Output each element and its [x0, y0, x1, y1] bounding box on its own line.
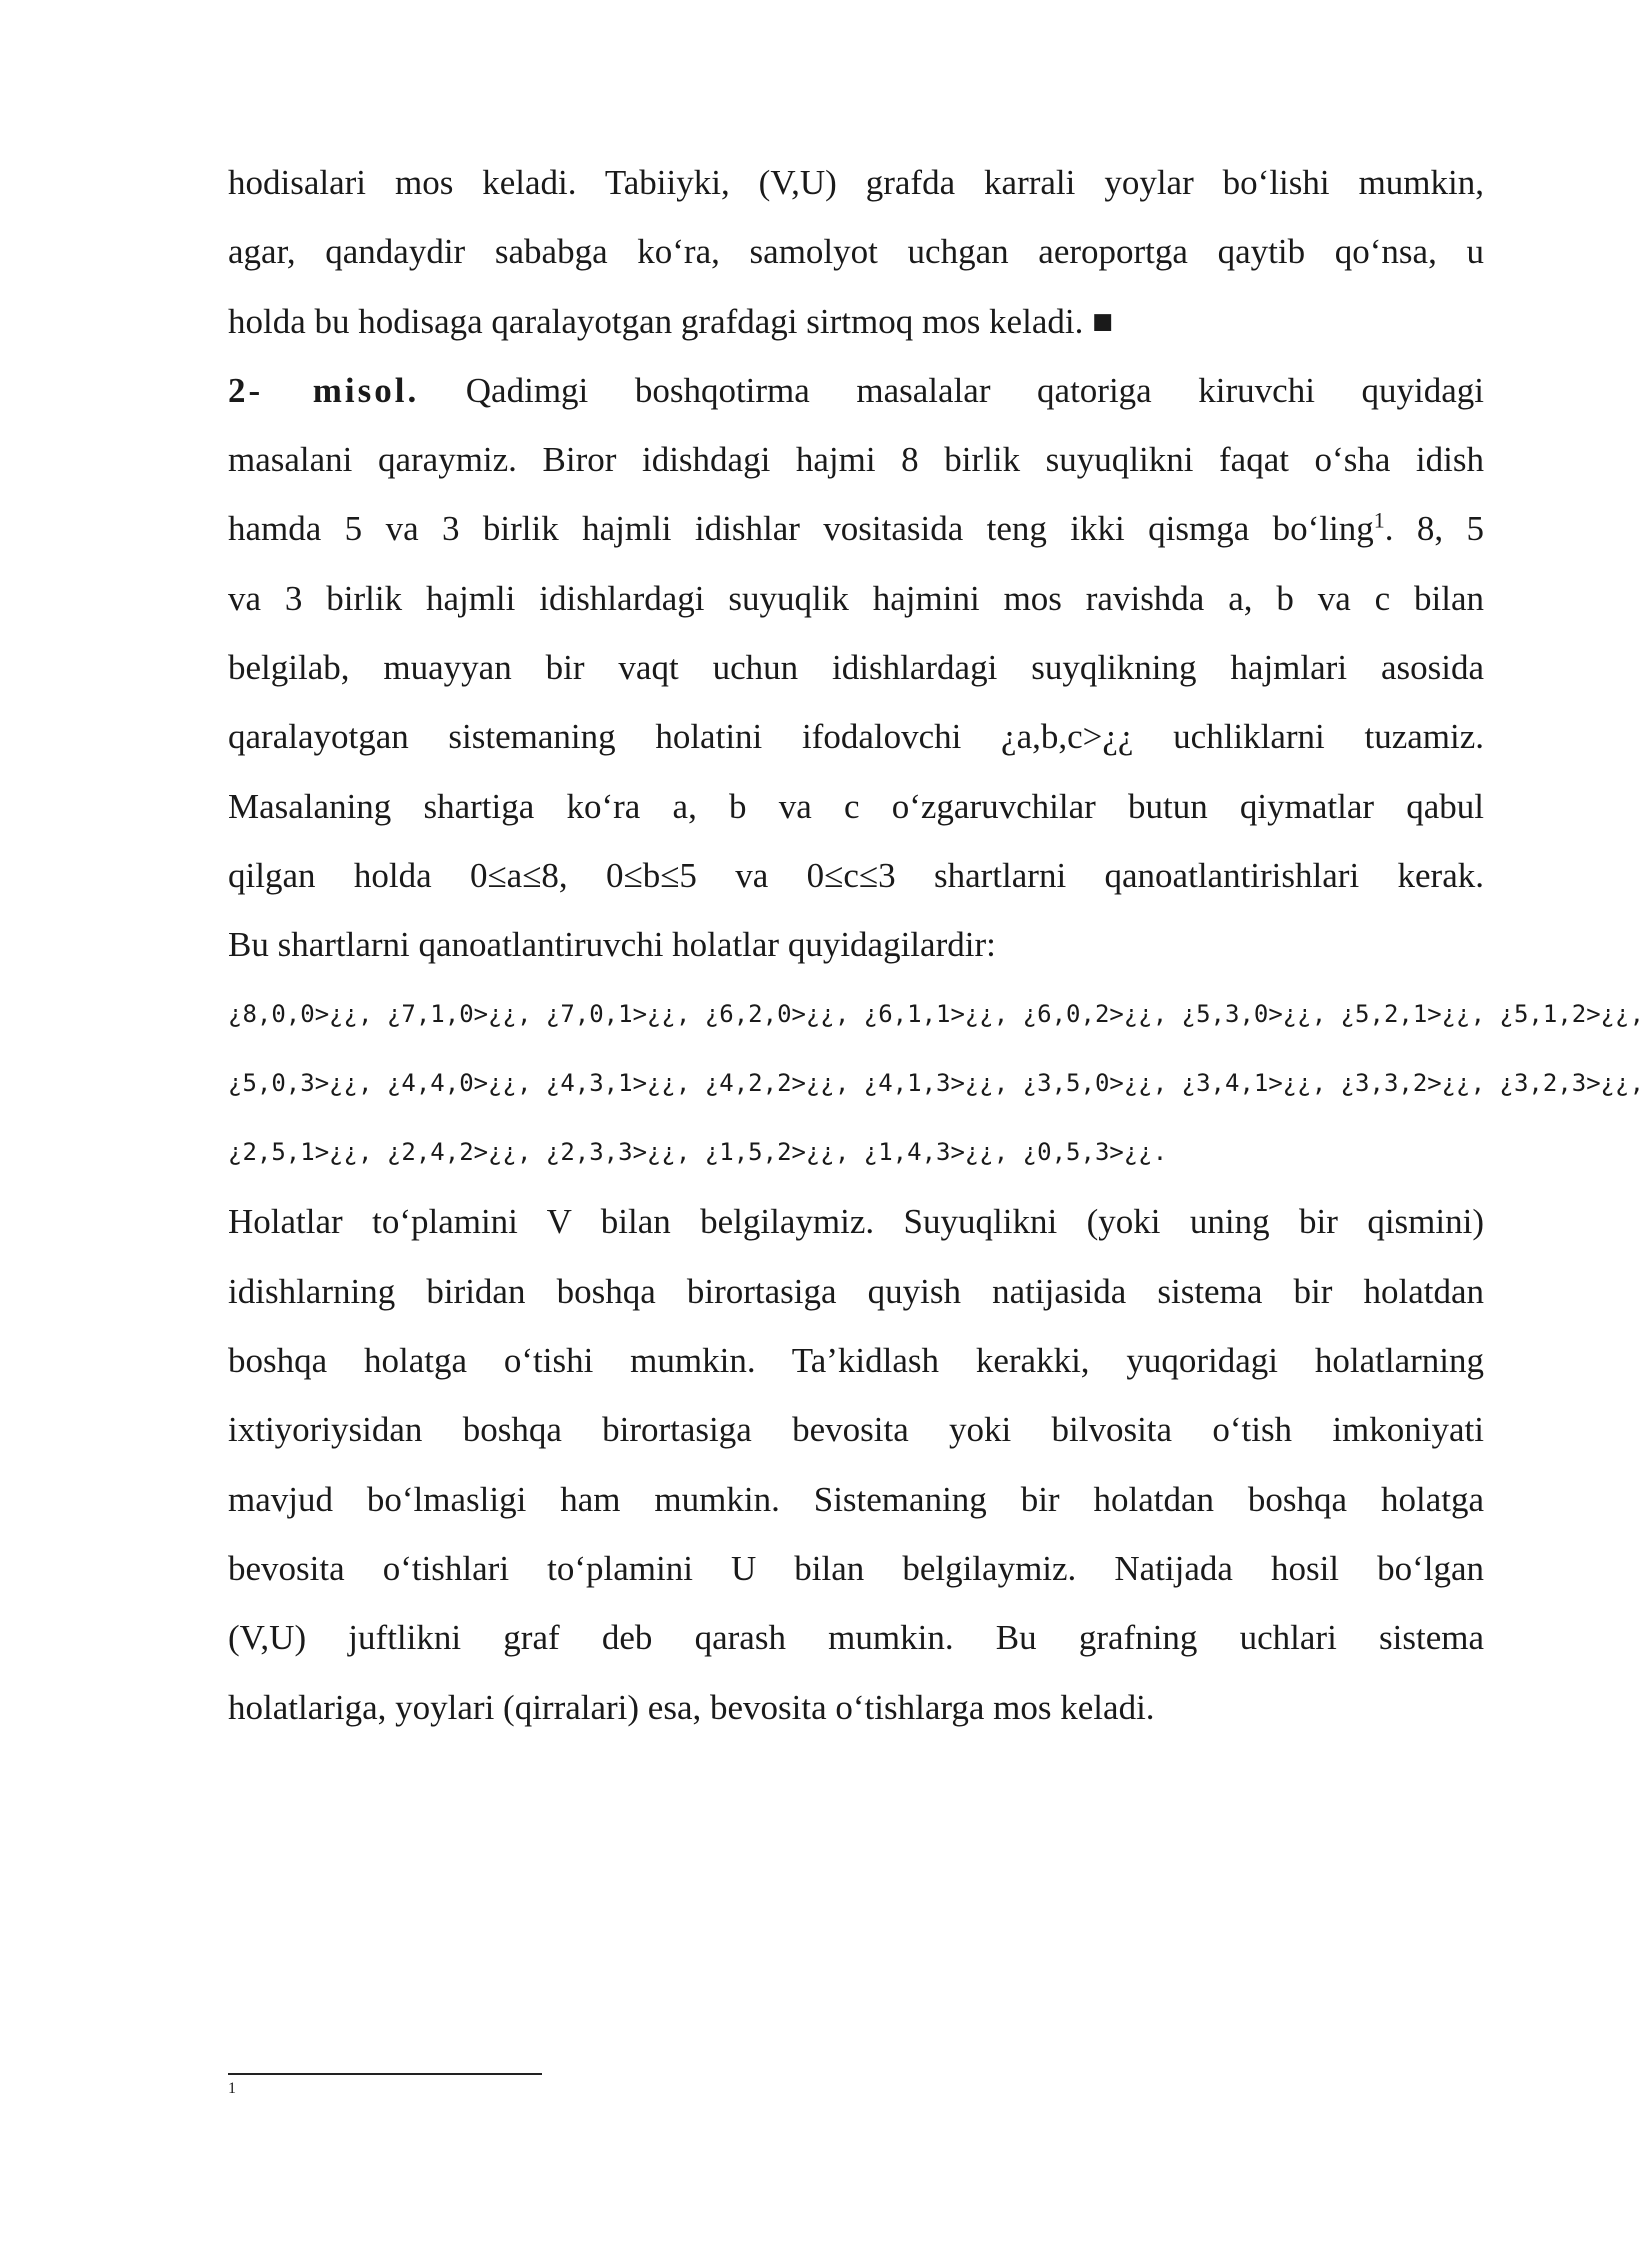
- paragraph-line: hodisalari mos keladi. Tabiiyki, (V,U) grafda karrali yoylar bo‘lishi mumkin,: [228, 163, 1484, 202]
- paragraph-line: holda bu hodisaga qaralayotgan grafdagi sirtmoq mos keladi. ■: [228, 301, 1114, 341]
- paragraph-line: idishlarning biridan boshqa birortasiga quyish natijasida sistema bir holatdan: [228, 1271, 1484, 1311]
- paragraph-line: mavjud bo‘lmasligi ham mumkin. Sistemaning bir holatdan boshqa holatga: [228, 1479, 1484, 1519]
- paragraph-line: hamda 5 va 3 birlik hajmli idishlar vositasida teng ikki qismga bo‘ling$^1$. 8, 5: [228, 507, 1485, 549]
- states-list-line: ¿5,0,3>¿¿, ¿4,4,0>¿¿, ¿4,3,1>¿¿, ¿4,2,2>¿¿, ¿4,1,3>¿¿, ¿3,5,0>¿¿, ¿3,4,1>¿¿, ¿3,3,2>¿¿, ¿3,2,3>¿¿,: [228, 1068, 1644, 1097]
- states-list-line: ¿2,5,1>¿¿, ¿2,4,2>¿¿, ¿2,3,3>¿¿, ¿1,5,2>¿¿, ¿1,4,3>¿¿, ¿0,5,3>¿¿.: [228, 1138, 1168, 1167]
- paragraph-line: ixtiyoriysidan boshqa birortasiga bevosita yoki bilvosita o‘tish imkoniyati: [228, 1410, 1484, 1450]
- paragraph-line: qilgan holda 0≤a≤8, 0≤b≤5 va 0≤c≤3 shartlarni qanoatlantirishlari kerak.: [228, 855, 1484, 895]
- example-first-line: 2- misol. Qadimgi boshqotirma masalalar qatoriga kiruvchi quyidagi: [228, 370, 1484, 410]
- paragraph-line: Holatlar to‘plamini V bilan belgilaymiz. Suyuqlikni (yoki uning bir qismini): [228, 1202, 1484, 1242]
- paragraph-line: holatlariga, yoylari (qirralari) esa, bevosita o‘tishlarga mos keladi.: [228, 1687, 1155, 1727]
- paragraph-line: (V,U) juftlikni graf deb qarash mumkin. Bu grafning uchlari sistema: [228, 1618, 1484, 1658]
- paragraph-line: Bu shartlarni qanoatlantiruvchi holatlar quyidagilardir:: [228, 925, 996, 965]
- paragraph-line: qaralayotgan sistemaning holatini ifodalovchi ¿a,b,c>¿¿ uchliklarni tuzamiz.: [228, 717, 1484, 757]
- states-list-line: ¿8,0,0>¿¿, ¿7,1,0>¿¿, ¿7,0,1>¿¿, ¿6,2,0>¿¿, ¿6,1,1>¿¿, ¿6,0,2>¿¿, ¿5,3,0>¿¿, ¿5,2,1>¿¿, ¿5,1,2>¿¿,: [228, 999, 1644, 1028]
- paragraph-line: boshqa holatga o‘tishi mumkin. Ta’kidlash kerakki, yuqoridagi holatlarning: [228, 1341, 1484, 1381]
- footnote-number: 1: [228, 2080, 236, 2097]
- paragraph-line: masalani qaraymiz. Biror idishdagi hajmi 8 birlik suyuqlikni faqat o‘sha idish: [228, 440, 1484, 480]
- paragraph-line: belgilab, muayyan bir vaqt uchun idishlardagi suyqlikning hajmlari asosida: [228, 648, 1484, 688]
- footnote-separator: [228, 2073, 542, 2075]
- paragraph-line: va 3 birlik hajmli idishlardagi suyuqlik hajmini mos ravishda a, b va c bilan: [228, 578, 1484, 618]
- example-label: 2- misol.: [228, 370, 420, 410]
- footnote-ref[interactable]: 1: [1373, 507, 1385, 533]
- paragraph-line: agar, qandaydir sababga ko‘ra, samolyot uchgan aeroportga qaytib qo‘nsa, u: [228, 232, 1484, 272]
- document-body: [228, 148, 1644, 1742]
- paragraph-line: bevosita o‘tishlari to‘plamini U bilan belgilaymiz. Natijada hosil bo‘lgan: [228, 1548, 1484, 1588]
- paragraph-line: Masalaning shartiga ko‘ra a, b va c o‘zgaruvchilar butun qiymatlar qabul: [228, 786, 1484, 826]
